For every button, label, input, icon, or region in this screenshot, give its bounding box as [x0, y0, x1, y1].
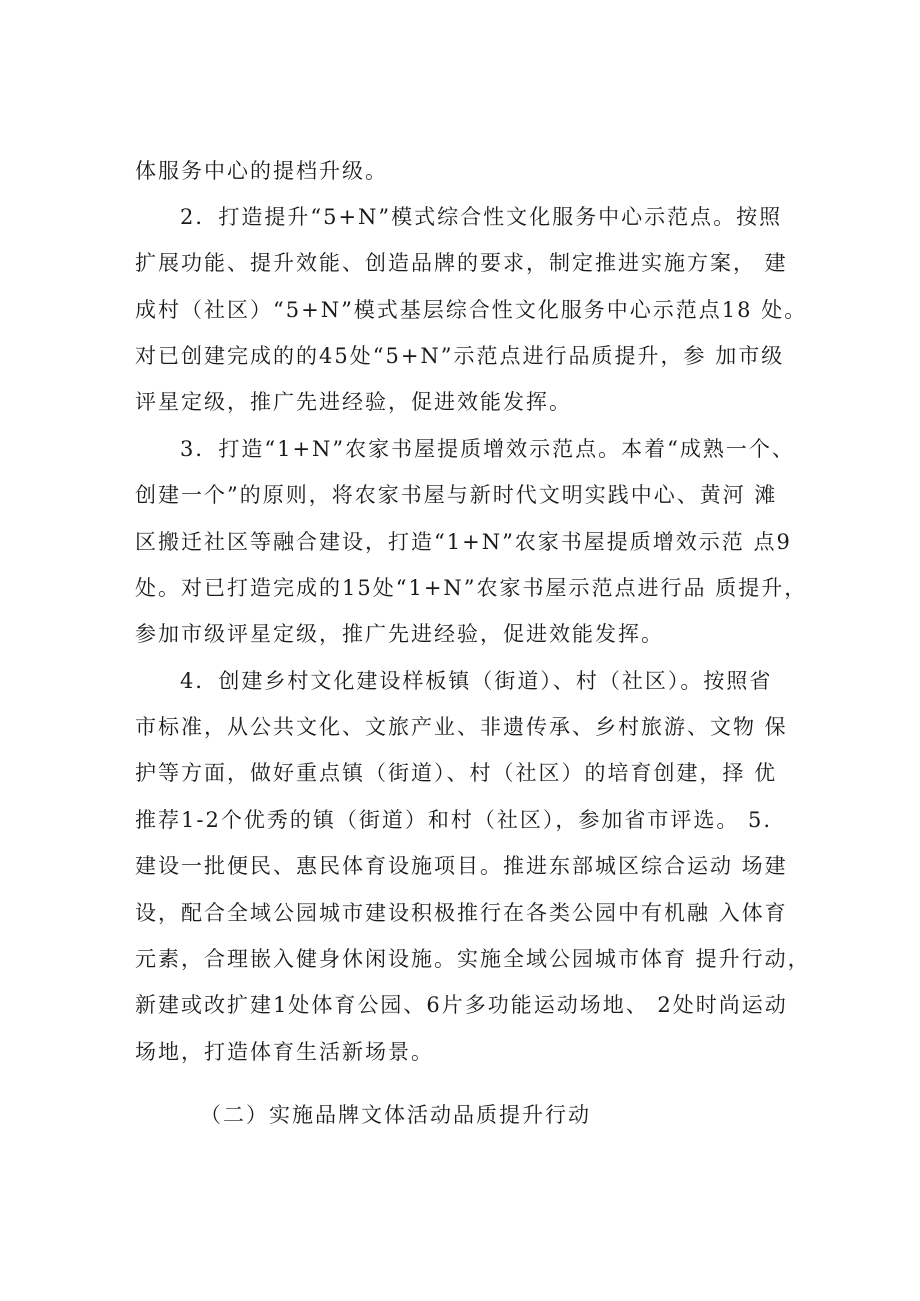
section-heading: （二）实施品牌文体活动品质提升行动	[200, 1103, 591, 1127]
text-line: 成村（社区）“5+N”模式基层综合性文化服务中心示范点18 处。	[135, 298, 808, 322]
text-line: 场地，打造体育生活新场景。	[135, 1040, 434, 1064]
text-line: 参加市级评星定级，推广先进经验，促进效能发挥。	[135, 622, 664, 646]
text-line: 新建或改扩建1处体育公园、6片多功能运动场地、 2处时尚运动	[135, 993, 788, 1017]
text-line: 2．打造提升“5+N”模式综合性文化服务中心示范点。按照	[180, 205, 783, 229]
text-line: 市标准，从公共文化、文旅产业、非遗传承、乡村旅游、文物 保	[135, 715, 788, 739]
text-line: 对已创建完成的的45处“5+N”示范点进行品质提升，参 加市级	[135, 344, 785, 368]
text-line: 4．创建乡村文化建设样板镇（街道）、村（社区）。按照省	[180, 669, 773, 693]
text-line: 护等方面，做好重点镇（街道）、村（社区）的培育创建，择 优	[135, 761, 778, 785]
text-line: 建设一批便民、惠民体育设施项目。推进东部城区综合运动 场建	[135, 854, 788, 878]
text-line: 体服务中心的提档升级。	[135, 159, 388, 183]
text-line: 处。对已打造完成的15处“1+N”农家书屋示范点进行品 质提升，	[135, 576, 808, 600]
text-line: 推荐1-2个优秀的镇（街道）和村（社区），参加省市评选。 5.	[135, 808, 773, 832]
text-line: 扩展功能、提升效能、创造品牌的要求，制定推进实施方案， 建	[135, 251, 788, 275]
text-line: 评星定级，推广先进经验，促进效能发挥。	[135, 390, 572, 414]
text-line: 区搬迁社区等融合建设，打造“1+N”农家书屋提质增效示范 点9	[135, 530, 792, 554]
text-line: 元素，合理嵌入健身休闲设施。实施全域公园城市体育 提升行动，	[135, 947, 811, 971]
text-line: 设，配合全域公园城市建设积极推行在各类公园中有机融 入体育	[135, 901, 788, 925]
text-line: 3．打造“1+N”农家书屋提质增效示范点。本着“成熟一个、	[180, 437, 795, 461]
text-line: 创建一个”的原则，将农家书屋与新时代文明实践中心、黄河 滩	[135, 483, 778, 507]
